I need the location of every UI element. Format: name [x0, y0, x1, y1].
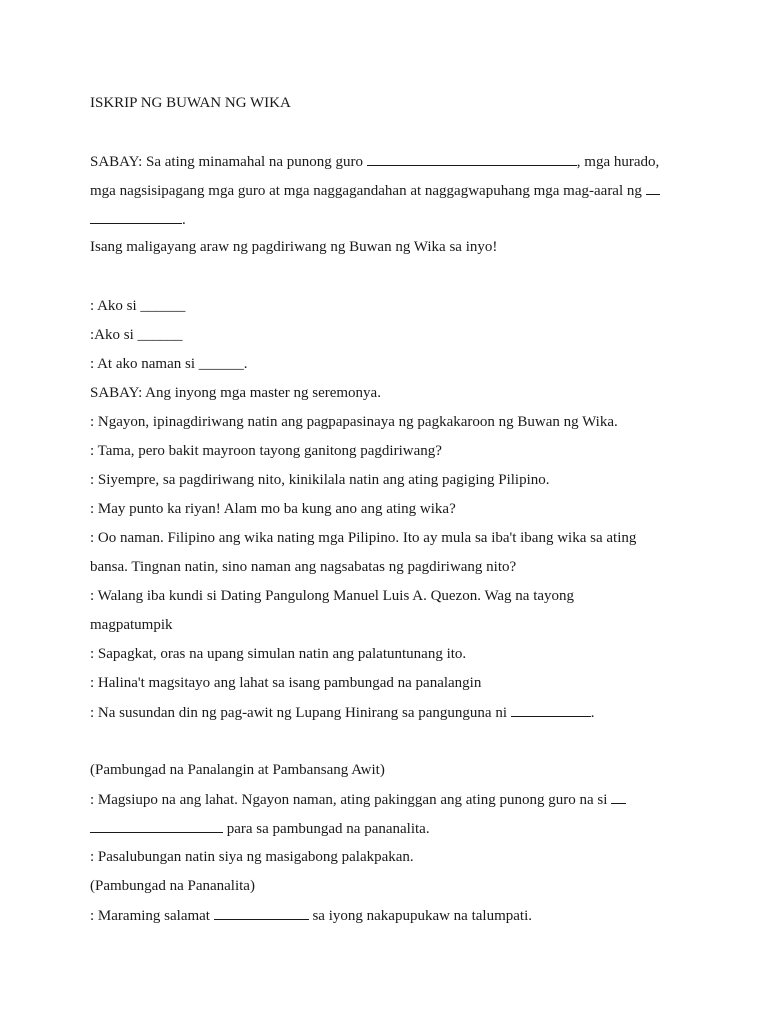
script-line	[90, 789, 626, 810]
script-line	[90, 151, 659, 172]
line-text: .	[590, 705, 595, 721]
script-line	[90, 905, 532, 926]
script-line: : Walang iba kundi si Dating Pangulong Manuel Luis A. Quezon. Wag na tayong	[90, 588, 575, 604]
script-line	[90, 209, 186, 230]
line-text: , mga hurado,	[576, 154, 660, 170]
script-line: : Ngayon, ipinagdiriwang natin ang pagpapasinaya ng pagkakaroon ng Buwan ng Wika.	[90, 414, 618, 430]
script-line: Isang maligayang araw ng pagdiriwang ng Buwan ng Wika sa inyo!	[90, 239, 498, 255]
line-text: mga nagsisipagang mga guro at mga naggagandahan at naggagwapuhang mga mag-aaral ng	[90, 183, 646, 199]
script-line: (Pambungad na Pananalita)	[90, 878, 255, 894]
document-title: ISKRIP NG BUWAN NG WIKA	[90, 95, 291, 111]
fill-in-blank	[90, 209, 182, 224]
fill-in-blank	[367, 151, 577, 166]
script-line: magpatumpik	[90, 617, 173, 633]
line-text: sa iyong nakapupukaw na talumpati.	[308, 908, 532, 924]
script-line: : Ako si ______	[90, 298, 186, 314]
script-line: : Pasalubungan natin siya ng masigabong palakpakan.	[90, 849, 414, 865]
fill-in-blank	[214, 905, 309, 920]
script-line	[90, 818, 430, 839]
script-line: : May punto ka riyan! Alam mo ba kung ano ang ating wika?	[90, 501, 456, 517]
script-line	[90, 702, 595, 723]
script-line: : Halina't magsitayo ang lahat sa isang pambungad na panalangin	[90, 675, 482, 691]
line-text: : Maraming salamat	[90, 908, 214, 924]
script-line	[90, 180, 660, 201]
fill-in-blank	[611, 789, 626, 804]
script-line: : Tama, pero bakit mayroon tayong ganitong pagdiriwang?	[90, 443, 442, 459]
fill-in-blank	[90, 818, 223, 833]
line-text: para sa pambungad na pananalita.	[223, 821, 430, 837]
line-text: .	[182, 212, 186, 228]
line-text: : Magsiupo na ang lahat. Ngayon naman, ating pakinggan ang ating punong guro na si	[90, 792, 612, 808]
script-line: : Sapagkat, oras na upang simulan natin ang palatuntunang ito.	[90, 646, 467, 662]
script-line: : Oo naman. Filipino ang wika nating mga Pilipino. Ito ay mula sa iba't ibang wika sa ating	[90, 530, 637, 546]
script-line: :Ako si ______	[90, 327, 183, 343]
script-line: SABAY: Ang inyong mga master ng seremonya.	[90, 385, 381, 401]
script-line: : At ako naman si ______.	[90, 356, 248, 372]
script-line: bansa. Tingnan natin, sino naman ang nagsabatas ng pagdiriwang nito?	[90, 559, 517, 575]
fill-in-blank	[646, 180, 660, 195]
line-text: SABAY: Sa ating minamahal na punong guro	[90, 154, 367, 170]
fill-in-blank	[511, 702, 591, 717]
script-line: (Pambungad na Panalangin at Pambansang Awit)	[90, 762, 385, 778]
script-line: : Siyempre, sa pagdiriwang nito, kinikilala natin ang ating pagiging Pilipino.	[90, 472, 550, 488]
line-text: : Na susundan din ng pag-awit ng Lupang Hinirang sa pangunguna ni	[90, 705, 511, 721]
